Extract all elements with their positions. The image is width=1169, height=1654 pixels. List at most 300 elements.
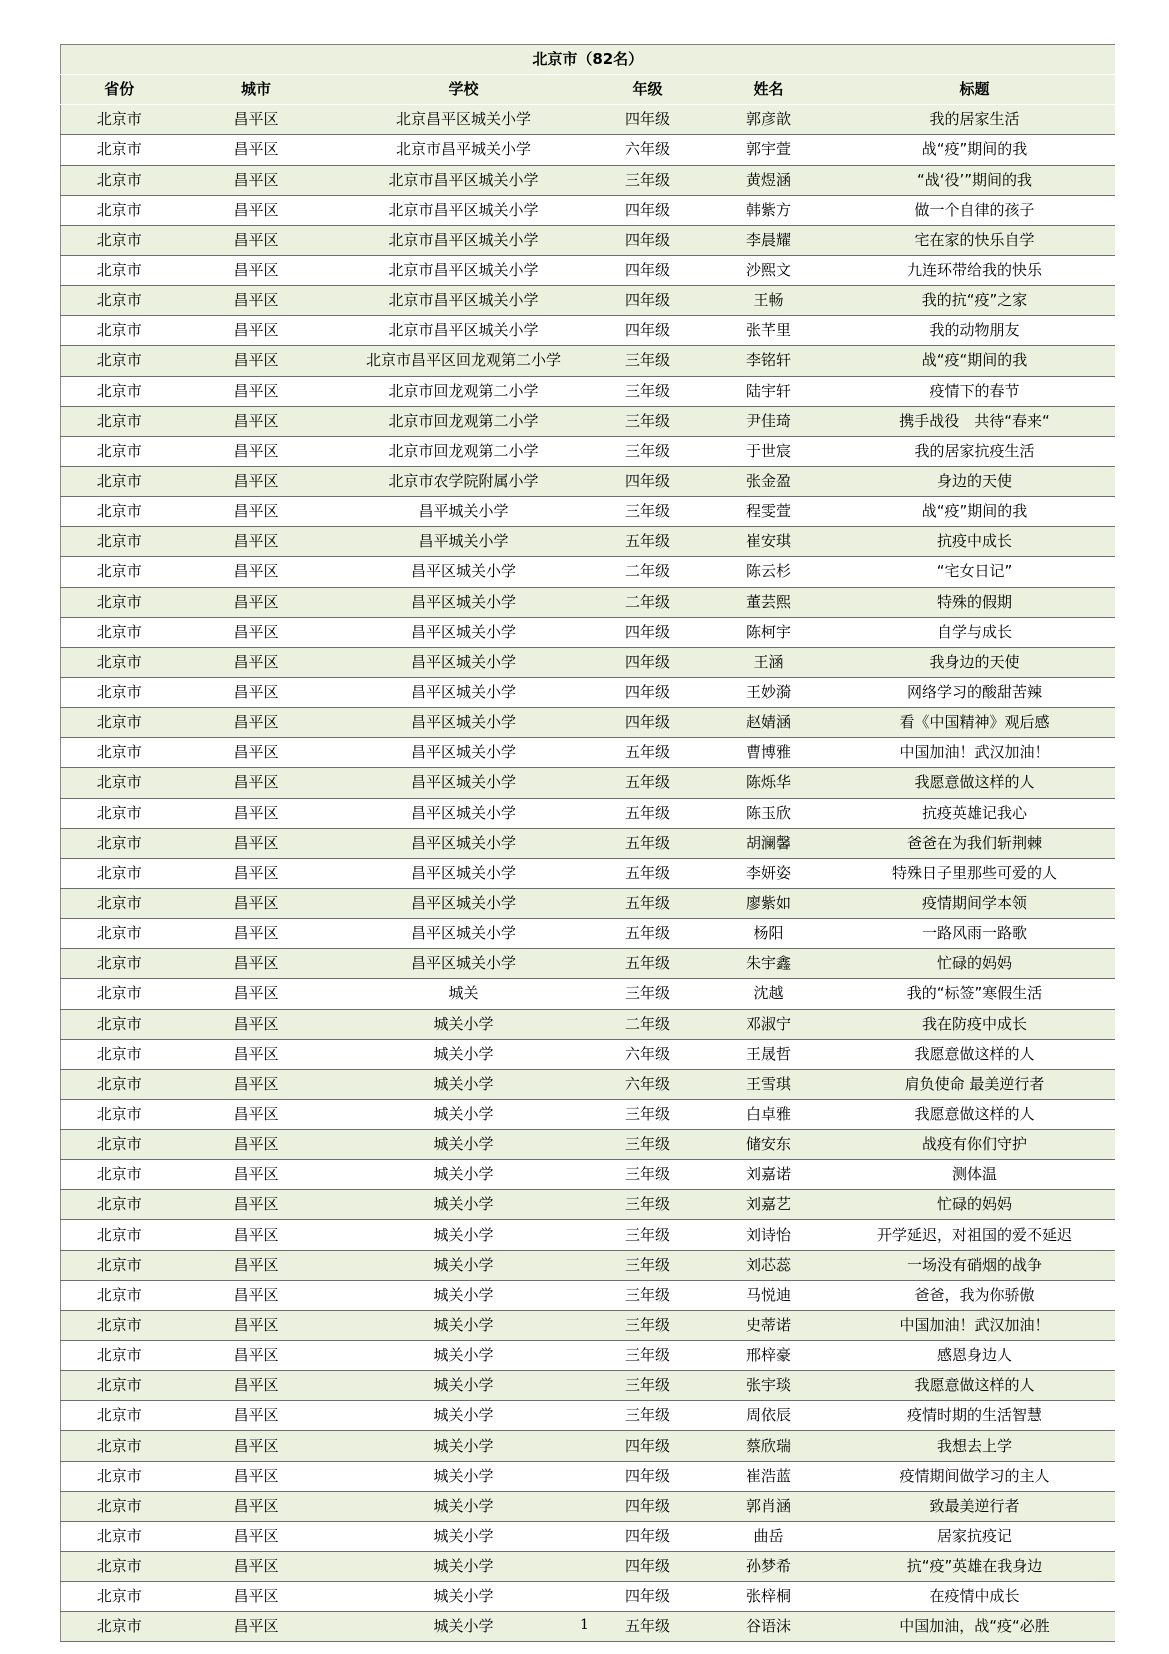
cell-province: 北京市 — [61, 1099, 178, 1129]
cell-city: 昌平区 — [178, 949, 335, 979]
cell-school: 昌平区城关小学 — [335, 858, 593, 888]
cell-province: 北京市 — [61, 497, 178, 527]
cell-grade: 三年级 — [593, 979, 703, 1009]
cell-grade: 四年级 — [593, 255, 703, 285]
table-row — [61, 255, 1115, 285]
cell-school: 北京市回龙观第二小学 — [335, 406, 593, 436]
cell-student-name: 孙梦希 — [703, 1552, 835, 1582]
cell-city: 昌平区 — [178, 1280, 335, 1310]
cell-school: 昌平区城关小学 — [335, 587, 593, 617]
cell-essay-title: 宅在家的快乐自学 — [835, 225, 1115, 255]
cell-city: 昌平区 — [178, 1431, 335, 1461]
cell-student-name: 王妙漪 — [703, 677, 835, 707]
table-row — [61, 1160, 1115, 1190]
cell-grade: 四年级 — [593, 316, 703, 346]
cell-essay-title: 爸爸在为我们斩荆棘 — [835, 828, 1115, 858]
cell-student-name: 沙熙文 — [703, 255, 835, 285]
cell-essay-title: 我身边的天使 — [835, 647, 1115, 677]
header-grade: 年级 — [593, 75, 703, 105]
cell-student-name: 储安东 — [703, 1130, 835, 1160]
cell-city: 昌平区 — [178, 466, 335, 496]
cell-province: 北京市 — [61, 1280, 178, 1310]
cell-grade: 五年级 — [593, 1612, 703, 1642]
cell-student-name: 周依辰 — [703, 1401, 835, 1431]
cell-school: 城关小学 — [335, 1009, 593, 1039]
cell-city: 昌平区 — [178, 888, 335, 918]
table-row — [61, 1371, 1115, 1401]
cell-grade: 三年级 — [593, 1250, 703, 1280]
cell-grade: 三年级 — [593, 1130, 703, 1160]
cell-essay-title: 肩负使命 最美逆行者 — [835, 1069, 1115, 1099]
table-row — [61, 1582, 1115, 1612]
cell-essay-title: 疫情时期的生活智慧 — [835, 1401, 1115, 1431]
cell-city: 昌平区 — [178, 617, 335, 647]
cell-city: 昌平区 — [178, 919, 335, 949]
cell-student-name: 白卓雅 — [703, 1099, 835, 1129]
cell-province: 北京市 — [61, 647, 178, 677]
cell-student-name: 尹佳琦 — [703, 406, 835, 436]
cell-province: 北京市 — [61, 105, 178, 135]
cell-grade: 二年级 — [593, 557, 703, 587]
cell-city: 昌平区 — [178, 1160, 335, 1190]
cell-student-name: 沈越 — [703, 979, 835, 1009]
cell-city: 昌平区 — [178, 677, 335, 707]
header-student-name: 姓名 — [703, 75, 835, 105]
cell-school: 昌平区城关小学 — [335, 919, 593, 949]
cell-city: 昌平区 — [178, 1130, 335, 1160]
cell-essay-title: 网络学习的酸甜苦辣 — [835, 677, 1115, 707]
cell-student-name: 曲岳 — [703, 1521, 835, 1551]
cell-student-name: 于世宸 — [703, 436, 835, 466]
cell-school: 城关小学 — [335, 1280, 593, 1310]
cell-province: 北京市 — [61, 406, 178, 436]
cell-school: 北京市昌平城关小学 — [335, 135, 593, 165]
cell-grade: 三年级 — [593, 1341, 703, 1371]
cell-city: 昌平区 — [178, 708, 335, 738]
cell-school: 城关小学 — [335, 1160, 593, 1190]
cell-city: 昌平区 — [178, 527, 335, 557]
table-row — [61, 647, 1115, 677]
cell-school: 城关小学 — [335, 1341, 593, 1371]
cell-grade: 四年级 — [593, 1552, 703, 1582]
cell-student-name: 郭彦歆 — [703, 105, 835, 135]
cell-city: 昌平区 — [178, 165, 335, 195]
cell-grade: 二年级 — [593, 1009, 703, 1039]
cell-province: 北京市 — [61, 376, 178, 406]
cell-essay-title: 一场没有硝烟的战争 — [835, 1250, 1115, 1280]
cell-city: 昌平区 — [178, 376, 335, 406]
cell-student-name: 陈柯宇 — [703, 617, 835, 647]
table-row — [61, 195, 1115, 225]
cell-student-name: 胡澜馨 — [703, 828, 835, 858]
cell-grade: 四年级 — [593, 225, 703, 255]
cell-essay-title: 疫情期间学本领 — [835, 888, 1115, 918]
table-row — [61, 497, 1115, 527]
cell-city: 昌平区 — [178, 798, 335, 828]
cell-school: 北京市昌平区回龙观第二小学 — [335, 346, 593, 376]
cell-province: 北京市 — [61, 1461, 178, 1491]
cell-essay-title: 中国加油，战“疫“必胜 — [835, 1612, 1115, 1642]
cell-grade: 四年级 — [593, 466, 703, 496]
table-title: 北京市（82名） — [61, 45, 1115, 75]
cell-student-name: 邢梓豪 — [703, 1341, 835, 1371]
cell-essay-title: 中国加油！武汉加油！ — [835, 738, 1115, 768]
cell-province: 北京市 — [61, 286, 178, 316]
cell-essay-title: 疫情期间做学习的主人 — [835, 1461, 1115, 1491]
cell-school: 城关小学 — [335, 1371, 593, 1401]
cell-grade: 六年级 — [593, 1069, 703, 1099]
cell-student-name: 谷语沫 — [703, 1612, 835, 1642]
cell-essay-title: 开学延迟，对祖国的爱不延迟 — [835, 1220, 1115, 1250]
cell-student-name: 曹博雅 — [703, 738, 835, 768]
cell-essay-title: 疫情下的春节 — [835, 376, 1115, 406]
cell-province: 北京市 — [61, 346, 178, 376]
cell-grade: 三年级 — [593, 1160, 703, 1190]
cell-province: 北京市 — [61, 617, 178, 647]
cell-school: 昌平区城关小学 — [335, 888, 593, 918]
cell-province: 北京市 — [61, 135, 178, 165]
table-row — [61, 828, 1115, 858]
cell-city: 昌平区 — [178, 858, 335, 888]
cell-city: 昌平区 — [178, 195, 335, 225]
table-row — [61, 165, 1115, 195]
cell-city: 昌平区 — [178, 1401, 335, 1431]
cell-province: 北京市 — [61, 768, 178, 798]
cell-student-name: 李晨耀 — [703, 225, 835, 255]
cell-student-name: 刘诗怡 — [703, 1220, 835, 1250]
cell-school: 城关小学 — [335, 1099, 593, 1129]
table-row — [61, 919, 1115, 949]
cell-grade: 五年级 — [593, 768, 703, 798]
cell-essay-title: 我在防疫中成长 — [835, 1009, 1115, 1039]
cell-student-name: 陈玉欣 — [703, 798, 835, 828]
cell-essay-title: 我的抗“疫”之家 — [835, 286, 1115, 316]
cell-province: 北京市 — [61, 1371, 178, 1401]
cell-school: 城关小学 — [335, 1491, 593, 1521]
cell-grade: 三年级 — [593, 497, 703, 527]
cell-city: 昌平区 — [178, 105, 335, 135]
cell-school: 昌平城关小学 — [335, 497, 593, 527]
cell-province: 北京市 — [61, 1431, 178, 1461]
cell-essay-title: 身边的天使 — [835, 466, 1115, 496]
cell-grade: 四年级 — [593, 708, 703, 738]
cell-essay-title: 战疫有你们守护 — [835, 1130, 1115, 1160]
cell-province: 北京市 — [61, 1130, 178, 1160]
cell-grade: 五年级 — [593, 858, 703, 888]
cell-student-name: 王涵 — [703, 647, 835, 677]
cell-city: 昌平区 — [178, 1190, 335, 1220]
cell-school: 城关小学 — [335, 1401, 593, 1431]
cell-grade: 四年级 — [593, 195, 703, 225]
cell-city: 昌平区 — [178, 979, 335, 1009]
cell-essay-title: 特殊日子里那些可爱的人 — [835, 858, 1115, 888]
table-row — [61, 1491, 1115, 1521]
cell-school: 北京市昌平区城关小学 — [335, 225, 593, 255]
cell-essay-title: 我愿意做这样的人 — [835, 1371, 1115, 1401]
cell-city: 昌平区 — [178, 1341, 335, 1371]
cell-student-name: 张梓桐 — [703, 1582, 835, 1612]
cell-grade: 三年级 — [593, 1220, 703, 1250]
cell-city: 昌平区 — [178, 135, 335, 165]
table-row — [61, 888, 1115, 918]
cell-student-name: 刘芯蕊 — [703, 1250, 835, 1280]
cell-school: 昌平区城关小学 — [335, 677, 593, 707]
cell-grade: 三年级 — [593, 1401, 703, 1431]
table-row — [61, 376, 1115, 406]
table-row — [61, 1009, 1115, 1039]
cell-school: 北京市昌平区城关小学 — [335, 255, 593, 285]
cell-school: 城关小学 — [335, 1220, 593, 1250]
cell-province: 北京市 — [61, 1612, 178, 1642]
table-row — [61, 466, 1115, 496]
cell-province: 北京市 — [61, 738, 178, 768]
table-row — [61, 768, 1115, 798]
table-row — [61, 1461, 1115, 1491]
cell-grade: 三年级 — [593, 376, 703, 406]
cell-school: 北京市昌平区城关小学 — [335, 195, 593, 225]
cell-essay-title: 感恩身边人 — [835, 1341, 1115, 1371]
cell-grade: 四年级 — [593, 1521, 703, 1551]
cell-province: 北京市 — [61, 708, 178, 738]
cell-school: 昌平区城关小学 — [335, 798, 593, 828]
cell-grade: 三年级 — [593, 436, 703, 466]
cell-province: 北京市 — [61, 677, 178, 707]
cell-city: 昌平区 — [178, 1582, 335, 1612]
cell-province: 北京市 — [61, 1039, 178, 1069]
cell-grade: 五年级 — [593, 888, 703, 918]
cell-grade: 五年级 — [593, 798, 703, 828]
cell-school: 城关小学 — [335, 1250, 593, 1280]
cell-student-name: 张金盈 — [703, 466, 835, 496]
cell-province: 北京市 — [61, 858, 178, 888]
cell-student-name: 王雪琪 — [703, 1069, 835, 1099]
cell-essay-title: 忙碌的妈妈 — [835, 1190, 1115, 1220]
cell-province: 北京市 — [61, 527, 178, 557]
cell-school: 城关小学 — [335, 1461, 593, 1491]
cell-grade: 四年级 — [593, 617, 703, 647]
cell-essay-title: 一路风雨一路歌 — [835, 919, 1115, 949]
cell-student-name: 张芊里 — [703, 316, 835, 346]
cell-school: 北京市回龙观第二小学 — [335, 436, 593, 466]
cell-school: 昌平区城关小学 — [335, 708, 593, 738]
cell-school: 昌平区城关小学 — [335, 828, 593, 858]
table-row — [61, 1130, 1115, 1160]
cell-school: 北京市回龙观第二小学 — [335, 376, 593, 406]
table-row — [61, 1250, 1115, 1280]
cell-student-name: 李铭轩 — [703, 346, 835, 376]
cell-student-name: 史蒂诺 — [703, 1310, 835, 1340]
cell-grade: 三年级 — [593, 1280, 703, 1310]
cell-school: 昌平区城关小学 — [335, 557, 593, 587]
cell-grade: 四年级 — [593, 647, 703, 677]
cell-essay-title: 抗疫中成长 — [835, 527, 1115, 557]
cell-province: 北京市 — [61, 225, 178, 255]
cell-province: 北京市 — [61, 587, 178, 617]
cell-student-name: 杨阳 — [703, 919, 835, 949]
cell-essay-title: 我的“标签”寒假生活 — [835, 979, 1115, 1009]
table-row — [61, 738, 1115, 768]
cell-city: 昌平区 — [178, 286, 335, 316]
cell-city: 昌平区 — [178, 768, 335, 798]
cell-student-name: 李妍姿 — [703, 858, 835, 888]
cell-school: 城关小学 — [335, 1039, 593, 1069]
cell-student-name: 崔安琪 — [703, 527, 835, 557]
cell-school: 城关小学 — [335, 1130, 593, 1160]
cell-province: 北京市 — [61, 1190, 178, 1220]
cell-essay-title: 战“疫“期间的我 — [835, 346, 1115, 376]
cell-grade: 三年级 — [593, 1099, 703, 1129]
cell-school: 北京昌平区城关小学 — [335, 105, 593, 135]
table-row — [61, 1310, 1115, 1340]
cell-province: 北京市 — [61, 1160, 178, 1190]
cell-essay-title: 我的居家抗疫生活 — [835, 436, 1115, 466]
cell-grade: 三年级 — [593, 1371, 703, 1401]
table-title-row — [61, 45, 1115, 75]
cell-essay-title: 特殊的假期 — [835, 587, 1115, 617]
table-row — [61, 979, 1115, 1009]
cell-essay-title: 中国加油！武汉加油！ — [835, 1310, 1115, 1340]
cell-province: 北京市 — [61, 888, 178, 918]
cell-essay-title: 抗“疫”英雄在我身边 — [835, 1552, 1115, 1582]
cell-school: 北京市昌平区城关小学 — [335, 316, 593, 346]
cell-grade: 五年级 — [593, 949, 703, 979]
cell-city: 昌平区 — [178, 1461, 335, 1491]
cell-province: 北京市 — [61, 1401, 178, 1431]
cell-city: 昌平区 — [178, 1250, 335, 1280]
cell-city: 昌平区 — [178, 647, 335, 677]
cell-province: 北京市 — [61, 919, 178, 949]
cell-province: 北京市 — [61, 1069, 178, 1099]
cell-essay-title: 看《中国精神》观后感 — [835, 708, 1115, 738]
cell-student-name: 韩紫方 — [703, 195, 835, 225]
cell-essay-title: 我愿意做这样的人 — [835, 1039, 1115, 1069]
cell-student-name: 张宇琰 — [703, 1371, 835, 1401]
cell-essay-title: 爸爸，我为你骄傲 — [835, 1280, 1115, 1310]
cell-school: 昌平区城关小学 — [335, 647, 593, 677]
cell-school: 城关小学 — [335, 1190, 593, 1220]
cell-school: 昌平区城关小学 — [335, 949, 593, 979]
table-row — [61, 1552, 1115, 1582]
cell-essay-title: 做一个自律的孩子 — [835, 195, 1115, 225]
cell-province: 北京市 — [61, 557, 178, 587]
cell-essay-title: 在疫情中成长 — [835, 1582, 1115, 1612]
cell-school: 城关小学 — [335, 1310, 593, 1340]
cell-student-name: 马悦迪 — [703, 1280, 835, 1310]
cell-student-name: 廖紫如 — [703, 888, 835, 918]
cell-city: 昌平区 — [178, 587, 335, 617]
cell-student-name: 王畅 — [703, 286, 835, 316]
cell-student-name: 郭肖涵 — [703, 1491, 835, 1521]
cell-grade: 三年级 — [593, 346, 703, 376]
cell-grade: 三年级 — [593, 165, 703, 195]
cell-student-name: 陈烁华 — [703, 768, 835, 798]
cell-school: 昌平区城关小学 — [335, 617, 593, 647]
cell-grade: 五年级 — [593, 738, 703, 768]
cell-province: 北京市 — [61, 798, 178, 828]
table-row — [61, 708, 1115, 738]
page-number: 1 — [580, 1617, 589, 1633]
cell-city: 昌平区 — [178, 1612, 335, 1642]
table-row — [61, 798, 1115, 828]
table-row — [61, 225, 1115, 255]
cell-grade: 四年级 — [593, 1491, 703, 1521]
cell-essay-title: 我的动物朋友 — [835, 316, 1115, 346]
cell-school: 北京市农学院附属小学 — [335, 466, 593, 496]
cell-city: 昌平区 — [178, 346, 335, 376]
table-row — [61, 949, 1115, 979]
cell-city: 昌平区 — [178, 1310, 335, 1340]
cell-student-name: 刘嘉艺 — [703, 1190, 835, 1220]
table-header-row — [61, 75, 1115, 105]
cell-essay-title: 我愿意做这样的人 — [835, 1099, 1115, 1129]
cell-city: 昌平区 — [178, 1552, 335, 1582]
table-row — [61, 858, 1115, 888]
table-row — [61, 135, 1115, 165]
cell-city: 昌平区 — [178, 1069, 335, 1099]
cell-grade: 四年级 — [593, 1431, 703, 1461]
cell-student-name: 程雯萱 — [703, 497, 835, 527]
cell-grade: 四年级 — [593, 1582, 703, 1612]
table-row — [61, 677, 1115, 707]
cell-grade: 三年级 — [593, 406, 703, 436]
cell-city: 昌平区 — [178, 738, 335, 768]
cell-student-name: 陆宇轩 — [703, 376, 835, 406]
table-row — [61, 1280, 1115, 1310]
cell-school: 北京市昌平区城关小学 — [335, 165, 593, 195]
table-row — [61, 316, 1115, 346]
table-row — [61, 1401, 1115, 1431]
cell-student-name: 郭宇萱 — [703, 135, 835, 165]
cell-province: 北京市 — [61, 436, 178, 466]
table-row — [61, 286, 1115, 316]
cell-province: 北京市 — [61, 1009, 178, 1039]
cell-city: 昌平区 — [178, 557, 335, 587]
cell-province: 北京市 — [61, 828, 178, 858]
cell-grade: 四年级 — [593, 1461, 703, 1491]
table-row — [61, 1190, 1115, 1220]
cell-province: 北京市 — [61, 979, 178, 1009]
cell-essay-title: 抗疫英雄记我心 — [835, 798, 1115, 828]
table-row — [61, 1341, 1115, 1371]
cell-province: 北京市 — [61, 1310, 178, 1340]
cell-school: 城关小学 — [335, 1069, 593, 1099]
cell-grade: 四年级 — [593, 677, 703, 707]
cell-grade: 四年级 — [593, 286, 703, 316]
cell-essay-title: 忙碌的妈妈 — [835, 949, 1115, 979]
header-province: 省份 — [61, 75, 178, 105]
cell-city: 昌平区 — [178, 255, 335, 285]
cell-school: 城关小学 — [335, 1582, 593, 1612]
cell-city: 昌平区 — [178, 406, 335, 436]
cell-province: 北京市 — [61, 1250, 178, 1280]
table-row — [61, 1099, 1115, 1129]
cell-essay-title: 九连环带给我的快乐 — [835, 255, 1115, 285]
cell-province: 北京市 — [61, 1521, 178, 1551]
cell-school: 城关小学 — [335, 1431, 593, 1461]
table-row — [61, 406, 1115, 436]
cell-school: 城关小学 — [335, 1552, 593, 1582]
cell-student-name: 崔浩蓝 — [703, 1461, 835, 1491]
cell-school: 昌平区城关小学 — [335, 738, 593, 768]
cell-grade: 二年级 — [593, 587, 703, 617]
cell-student-name: 陈云杉 — [703, 557, 835, 587]
cell-school: 城关 — [335, 979, 593, 1009]
table-row — [61, 1220, 1115, 1250]
award-roster-table — [60, 44, 1115, 1642]
cell-city: 昌平区 — [178, 828, 335, 858]
cell-province: 北京市 — [61, 1341, 178, 1371]
cell-city: 昌平区 — [178, 1491, 335, 1521]
